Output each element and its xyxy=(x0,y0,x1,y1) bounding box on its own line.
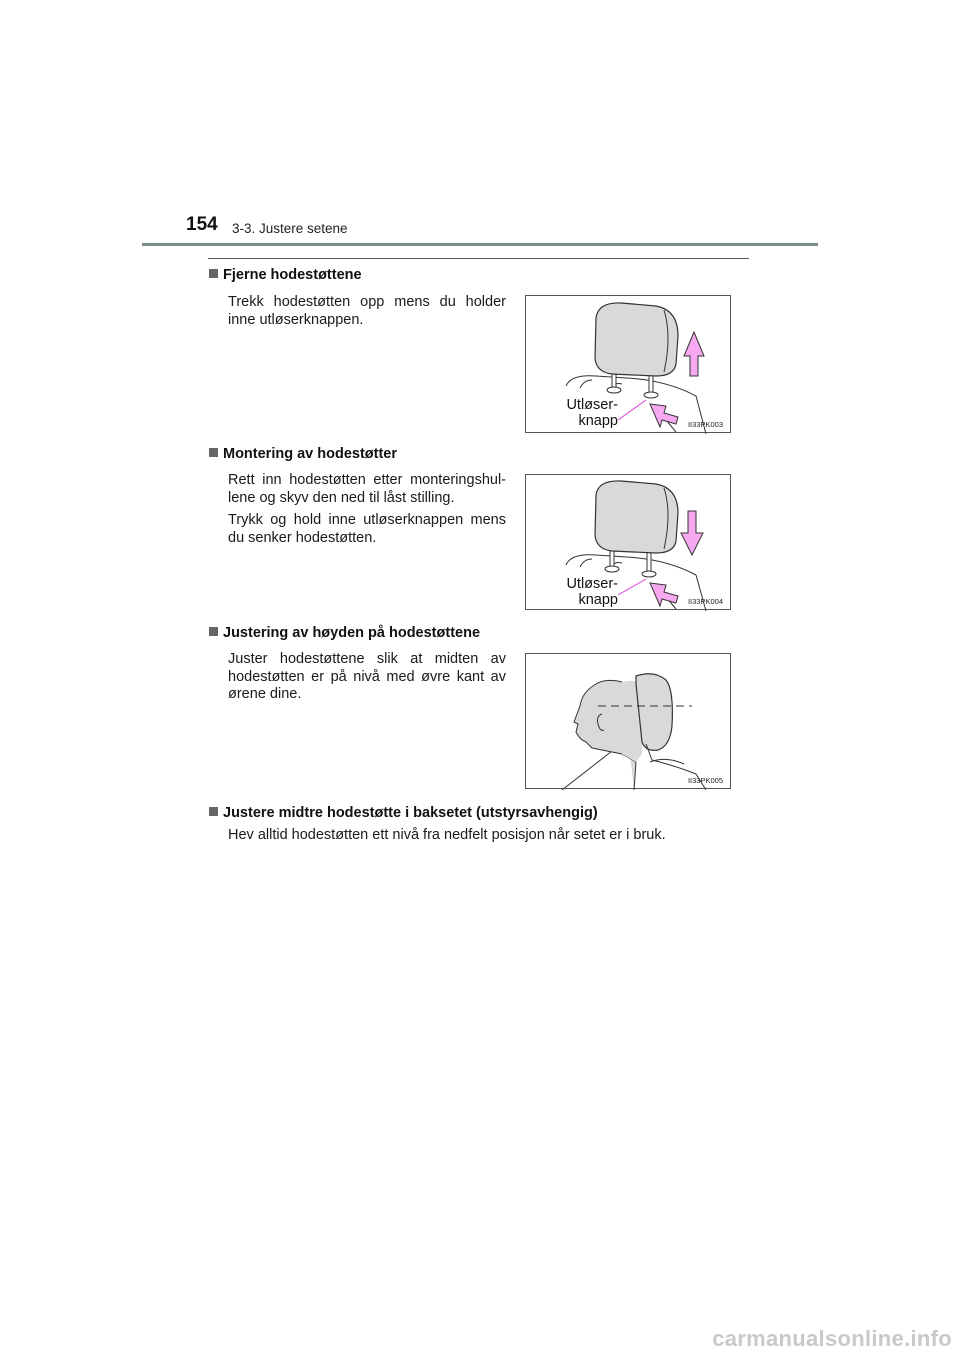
label-line-2: knapp xyxy=(578,592,618,608)
heading-text: Justering av høyden på hodestøttene xyxy=(223,625,481,641)
bullet-square-icon xyxy=(209,448,218,457)
section-label: 3-3. Justere setene xyxy=(232,221,348,236)
bullet-square-icon xyxy=(209,269,218,278)
heading-adjust-height xyxy=(209,625,480,641)
heading-rear-center-headrest xyxy=(209,805,598,821)
page-number: 154 xyxy=(186,214,218,235)
figure-code: II33PK005 xyxy=(687,776,723,785)
heading-text: Justere midtre hodestøtte i baksetet (utstyrsavhengig) xyxy=(223,805,598,821)
head-profile-illustration xyxy=(526,654,732,790)
figure-headrest-height xyxy=(525,653,731,789)
bullet-square-icon xyxy=(209,627,218,636)
label-line-1: Utløser- xyxy=(566,576,618,592)
header-rule xyxy=(142,243,818,246)
paragraph: Trekk hodestøtten opp mens du holder inne utløserknappen. xyxy=(228,294,506,328)
paragraph: Rett inn hodestøtten etter monteringshul-lene og skyv den ned til låst stilling. xyxy=(228,472,506,506)
figure-code: II33PK003 xyxy=(687,420,723,429)
paragraph: Juster hodestøttene slik at midten av hodestøtten er på nivå med øvre kant av ørene dine. xyxy=(228,651,506,702)
label-line-2: knapp xyxy=(578,413,618,429)
thin-rule xyxy=(208,258,749,259)
arrow-up-icon xyxy=(684,332,704,376)
label-line-1: Utløser- xyxy=(566,397,618,413)
figure-code: II33PK004 xyxy=(687,597,723,606)
heading-text: Fjerne hodestøttene xyxy=(223,267,362,283)
heading-install-headrests xyxy=(209,446,397,462)
paragraph: Trykk og hold inne utløserknappen mens du senker hodestøtten. xyxy=(228,512,506,546)
release-button-label xyxy=(548,397,618,429)
heading-text: Montering av hodestøtter xyxy=(223,446,398,462)
watermark: carmanualsonline.info xyxy=(712,1326,952,1351)
figure-remove-headrest xyxy=(525,295,731,433)
bullet-square-icon xyxy=(209,807,218,816)
arrow-down-icon xyxy=(681,511,703,555)
paragraph: Hev alltid hodestøtten ett nivå fra nedfelt posisjon når setet er i bruk. xyxy=(228,827,666,843)
release-button-label xyxy=(548,576,618,608)
figure-install-headrest xyxy=(525,474,731,610)
heading-remove-headrests xyxy=(209,267,362,283)
